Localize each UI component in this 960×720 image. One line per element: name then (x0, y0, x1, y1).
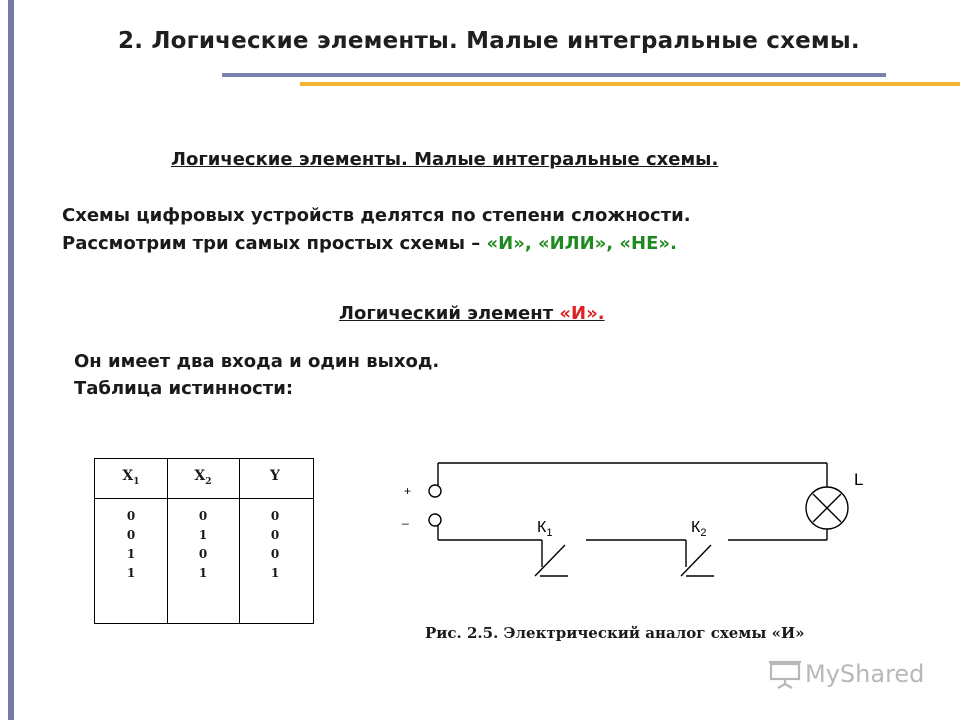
table-cell: 0 (198, 547, 208, 561)
terminal-plus (429, 485, 441, 497)
section-title (339, 303, 605, 324)
intro-line-2 (62, 230, 691, 258)
desc-line-1: Он имеет два входа и один выход. (74, 351, 440, 372)
table-cell: 0 (270, 547, 280, 561)
intro-paragraph (62, 202, 691, 258)
watermark-logo (768, 660, 802, 694)
table-header-divider (95, 498, 313, 499)
table-cell: 1 (270, 566, 280, 580)
title-rule-orange (300, 82, 960, 86)
table-cell: 0 (270, 528, 280, 542)
presentation-icon (768, 660, 802, 690)
circuit-diagram (390, 450, 870, 600)
left-accent-bar (8, 0, 14, 720)
lamp-label: L (854, 470, 864, 489)
switch-k1-blade (535, 545, 565, 576)
table-header-y: Y (270, 468, 280, 484)
section-title-gate: «И». (559, 303, 605, 324)
table-column-y (239, 507, 311, 583)
table-cell: 1 (198, 528, 208, 542)
table-column-x2 (167, 507, 239, 583)
intro-gates-list: «И», «ИЛИ», «НЕ». (486, 233, 677, 254)
table-cell: 1 (198, 566, 208, 580)
table-header-x1: $X_1$ (122, 468, 140, 487)
intro-line-1: Схемы цифровых устройств делятся по степени сложности. (62, 205, 691, 226)
desc-line-2: Таблица истинности: (74, 378, 294, 399)
minus-label: _ (402, 511, 409, 525)
table-cell: 0 (270, 509, 280, 523)
table-cell: 0 (126, 528, 136, 542)
slide-title: 2. Логические элементы. Малые интегральные схемы. (118, 28, 860, 54)
table-cell: 0 (198, 509, 208, 523)
terminal-minus (429, 514, 441, 526)
intro-line-2-prefix: Рассмотрим три самых простых схемы – (62, 233, 487, 254)
truth-table (94, 458, 314, 624)
watermark-text: MyShared (805, 660, 925, 688)
section-title-prefix: Логический элемент (339, 303, 560, 324)
figure-caption: Рис. 2.5. Электрический аналог схемы «И» (425, 624, 805, 642)
switch-k2-label: $К_2$ (691, 519, 707, 539)
table-cell: 1 (126, 547, 136, 561)
slide-subtitle: Логические элементы. Малые интегральные схемы. (171, 149, 719, 170)
switch-k1-label: $К_1$ (537, 519, 553, 539)
title-rule-blue (222, 73, 886, 77)
table-cell: 0 (126, 509, 136, 523)
table-header-x2: $X_2$ (194, 468, 212, 487)
table-column-x1 (95, 507, 167, 583)
description-paragraph (74, 348, 439, 402)
table-cell: 1 (126, 566, 136, 580)
plus-label: + (404, 484, 412, 498)
